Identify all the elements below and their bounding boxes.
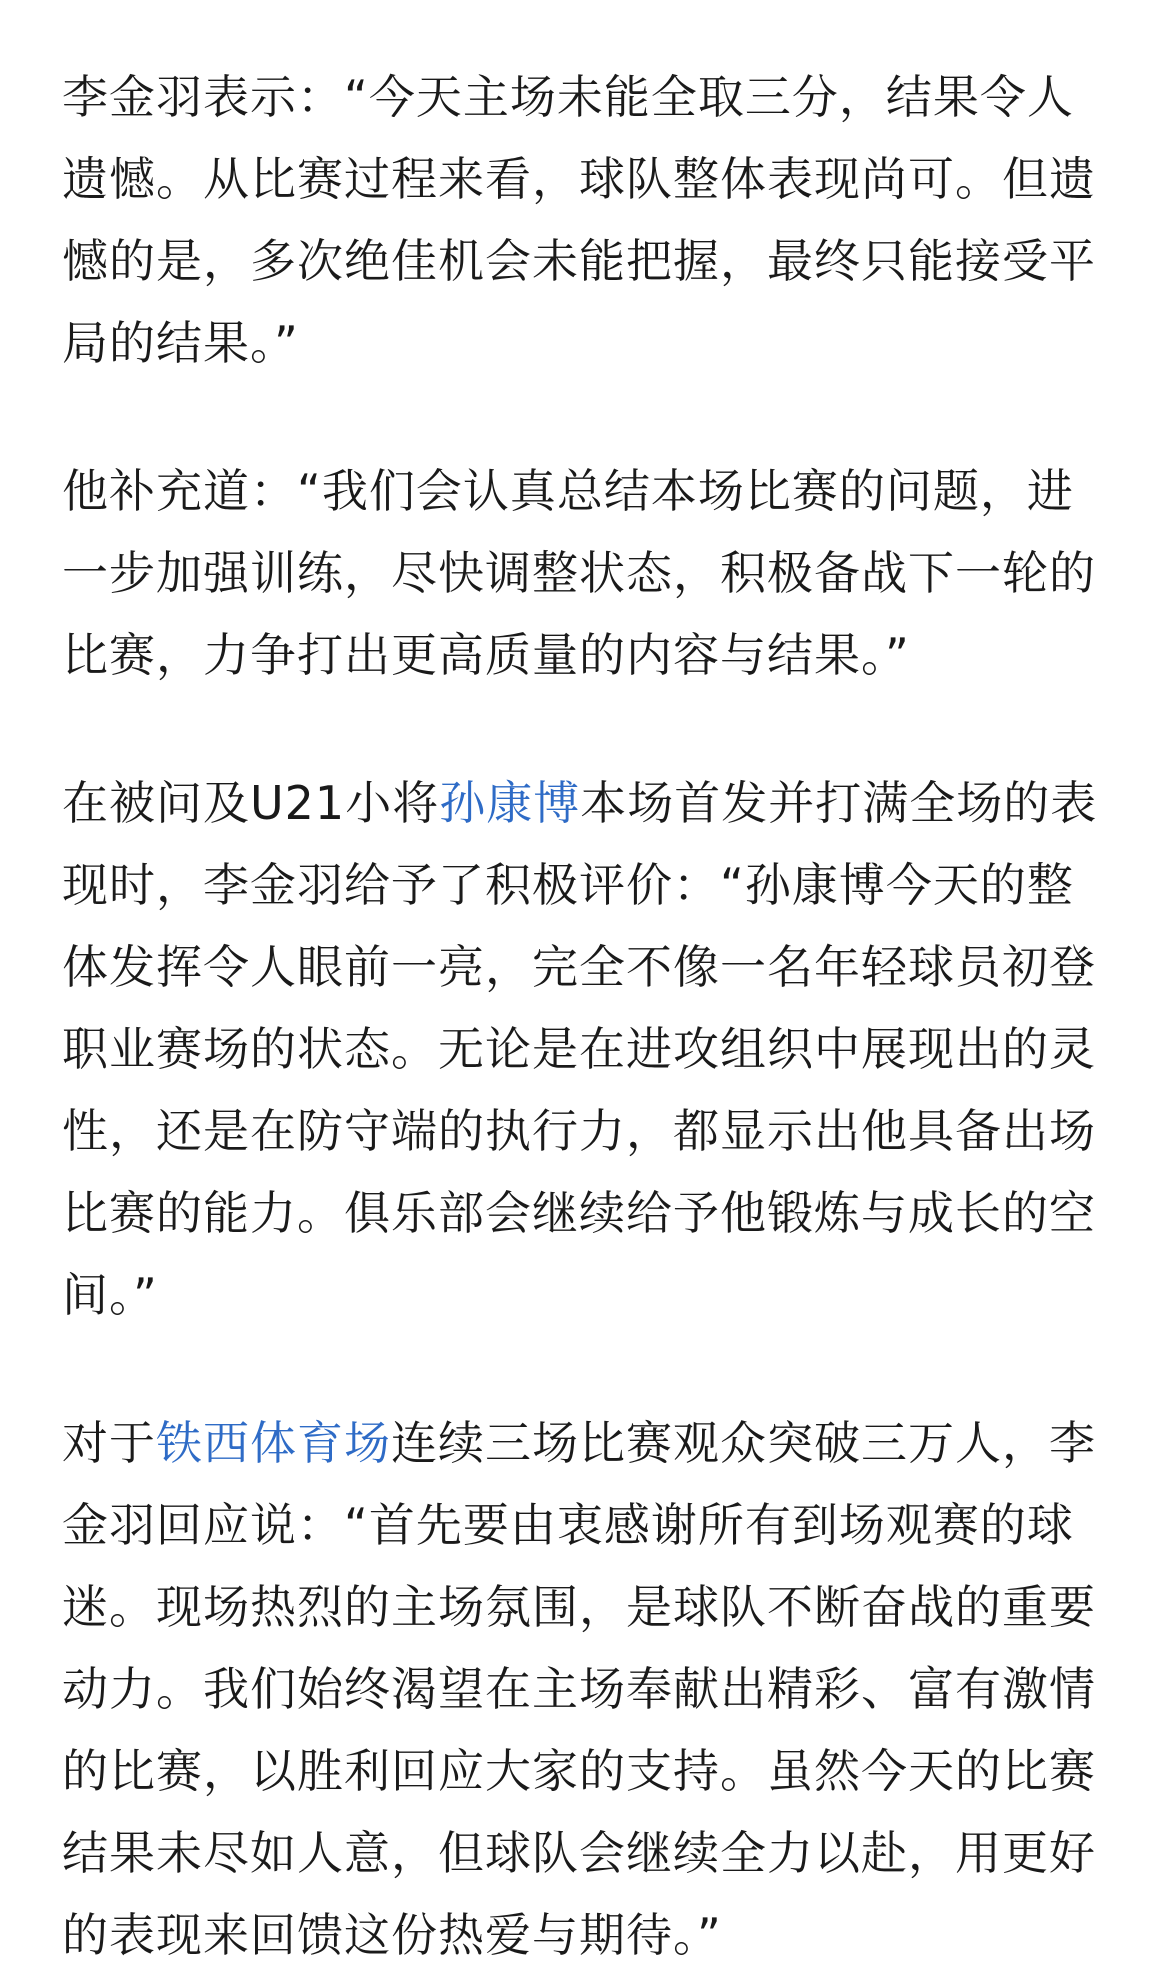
player-link-sun-kangbo[interactable]: 孙康博	[439, 776, 581, 830]
article-body	[62, 56, 1108, 1976]
stadium-link-tiexi[interactable]: 铁西体育场	[156, 1416, 391, 1470]
paragraph-coach-addition: 他补充道：“我们会认真总结本场比赛的问题，进一步加强训练，尽快调整状态，积极备战下一轮的比赛，力争打出更高质量的内容与结果。”	[62, 464, 1096, 682]
paragraph-sun-kangbo	[62, 762, 1108, 1336]
paragraph-text-after-link: 连续三场比赛观众突破三万人，李金羽回应说：“首先要由衷感谢所有到场观赛的球迷。现场热烈的主场氛围，是球队不断奋战的重要动力。我们始终渴望在主场奉献出精彩、富有激情的比赛，以胜利回应大家的支持。虽然今天的比赛结果未尽如人意，但球队会继续全力以赴，用更好的表现来回馈这份热爱与期待。”	[62, 1416, 1096, 1962]
paragraph-text-after-link: 本场首发并打满全场的表现时，李金羽给予了积极评价：“孙康博今天的整体发挥令人眼前一亮，完全不像一名年轻球员初登职业赛场的状态。无论是在进攻组织中展现出的灵性，还是在防守端的执行力，都显示出他具备出场比赛的能力。俱乐部会继续给予他锻炼与成长的空间。”	[62, 776, 1098, 1322]
paragraph-text-before-link: 在被问及U21小将	[62, 776, 440, 830]
paragraph-coach-statement: 李金羽表示：“今天主场未能全取三分，结果令人遗憾。从比赛过程来看，球队整体表现尚可。但遗憾的是，多次绝佳机会未能把握，最终只能接受平局的结果。”	[62, 70, 1096, 370]
paragraph-stadium-attendance	[62, 1402, 1108, 1976]
paragraph-text-before-link: 对于	[62, 1416, 156, 1470]
